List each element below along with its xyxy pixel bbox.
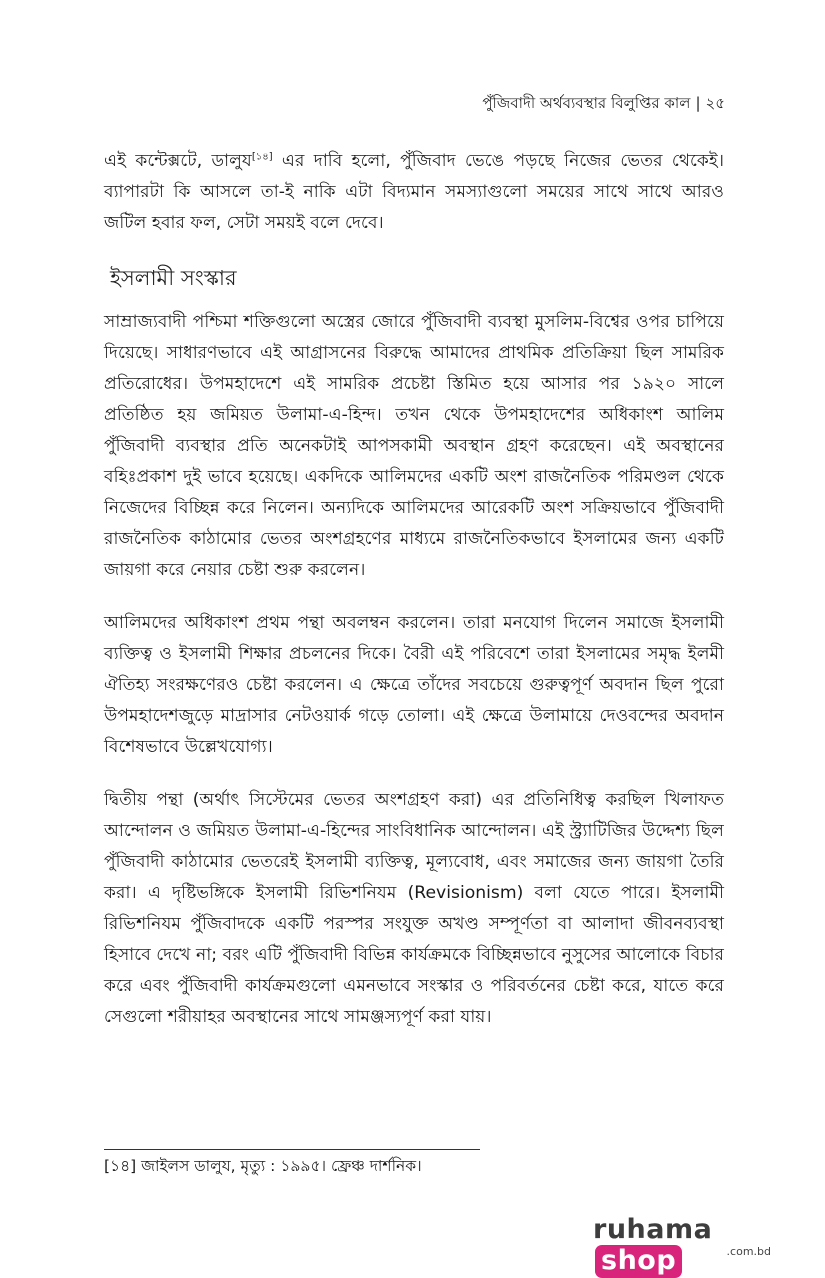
intro-text-start: এই কন্টেক্সটে, ডালুয <box>104 151 252 171</box>
intro-paragraph <box>104 146 724 239</box>
running-header <box>482 92 725 117</box>
watermark-brand: ruhama <box>593 1214 713 1245</box>
section-paragraph-3: দ্বিতীয় পন্থা (অর্থাৎ সিস্টেমের ভেতর অংশগ্রহণ করা) এর প্রতিনিধিত্ব করছিল খিলাফত আন্দোলন ও জমিয়ত উলামা-এ-হিন্দের সাংবিধানিক আন্দোলন। এই স্ট্র্যাটিজির উদ্দেশ্য ছিল পুঁজিবাদী কাঠামোর ভেতরেই ইসলামী ব্যক্তিত্ব, মূল্যবোধ, এবং সমাজের জন্য জায়গা তৈরি করা। এ দৃষ্টিভঙ্গিকে ইসলামী রিভিশনিযম (Revisionism) বলা যেতে পারে। ইসলামী রিভিশনিযম পুঁজিবাদকে একটি পরস্পর সংযুক্ত অখণ্ড সম্পূর্ণতা বা আলাদা জীবনব্যবস্থা হিসাবে দেখে না; বরং এটি পুঁজিবাদী বিভিন্ন কার্যক্রমকে বিচ্ছিন্নভাবে নুসুসের আলোকে বিচার করে এবং পুঁজিবাদী কার্যক্রমগুলো এমনভাবে সংস্কার ও পরিবর্তনের চেষ্টা করে, যাতে করে সেগুলো শরীয়াহর অবস্থানের সাথে সামঞ্জস্যপূর্ণ করা যায়। <box>104 790 725 1027</box>
watermark-domain: .com.bd <box>726 1245 771 1258</box>
page-number: ২৫ <box>705 94 725 112</box>
running-header-title: পুঁজিবাদী অর্থব্যবস্থার বিলুপ্তির কাল <box>482 94 691 112</box>
running-header-separator: | <box>695 94 701 112</box>
section-paragraph-1: সাম্রাজ্যবাদী পশ্চিমা শক্তিগুলো অস্ত্রের জোরে পুঁজিবাদী ব্যবস্থা মুসলিম-বিশ্বের ওপর চাপিয়ে দিয়েছে। সাধারণভাবে এই আগ্রাসনের বিরুদ্ধে আমাদের প্রাথমিক প্রতিক্রিয়া ছিল সামরিক প্রতিরোধের। উপমহাদেশে এই সামরিক প্রচেষ্টা স্তিমিত হয়ে আসার পর ১৯২০ সালে প্রতিষ্ঠিত হয় জমিয়ত উলামা-এ-হিন্দ। তখন থেকে উপমহাদেশের অধিকাংশ আলিম পুঁজিবাদী ব্যবস্থার প্রতি অনেকটাই আপসকামী অবস্থান গ্রহণ করেছেন। এই অবস্থানের বহিঃপ্রকাশ দুই ভাবে হয়েছে। একদিকে আলিমদের একটি অংশ রাজনৈতিক পরিমণ্ডল থেকে নিজেদের বিচ্ছিন্ন করে নিলেন। অন্যদিকে আলিমদের আরেকটি অংশ সক্রিয়ভাবে পুঁজিবাদী রাজনৈতিক কাঠামোর ভেতর অংশগ্রহণের মাধ্যমে রাজনৈতিকভাবে ইসলামের জন্য একটি জায়গা করে নেয়ার চেষ্টা শুরু করলেন। <box>104 312 724 580</box>
section-paragraph-2: আলিমদের অধিকাংশ প্রথম পন্থা অবলম্বন করলেন। তারা মনযোগ দিলেন সমাজে ইসলামী ব্যক্তিত্ব ও ইসলামী শিক্ষার প্রচলনের দিকে। বৈরী এই পরিবেশে তারা ইসলামের সমৃদ্ধ ইলমী ঐতিহ্য সংরক্ষণেরও চেষ্টা করলেন। এ ক্ষেত্রে তাঁদের সবচেয়ে গুরুত্বপূর্ণ অবদান ছিল পুরো উপমহাদেশজুড়ে মাদ্রাসার নেটওয়ার্ক গড়ে তোলা। এই ক্ষেত্রে উলামায়ে দেওবন্দের অবদান বিশেষভাবে উল্লেখযোগ্য। <box>104 613 724 757</box>
ruhamashop-watermark-logo <box>593 1210 773 1276</box>
section-heading: ইসলামী সংস্কার <box>110 266 237 290</box>
footnote-reference: [১৪] <box>251 151 273 163</box>
intro-text-end: এর দাবি হলো, পুঁজিবাদ ভেঙে পড়ছে নিজের ভেতর থেকেই। ব্যাপারটা কি আসলে তা-ই নাকি এটা বিদ্যমান সমস্যাগুলো সময়ের সাথে সাথে আরও জটিল হবার ফল, সেটা সময়ই বলে দেবে। <box>104 151 724 233</box>
footnote-divider <box>104 1149 480 1150</box>
watermark-shop-badge: shop <box>595 1245 682 1278</box>
body-text <box>104 146 724 1055</box>
footnote: [১৪] জাইলস ডালুয, মৃত্যু : ১৯৯৫। ফ্রেঞ্চ দার্শনিক। <box>104 1157 422 1175</box>
